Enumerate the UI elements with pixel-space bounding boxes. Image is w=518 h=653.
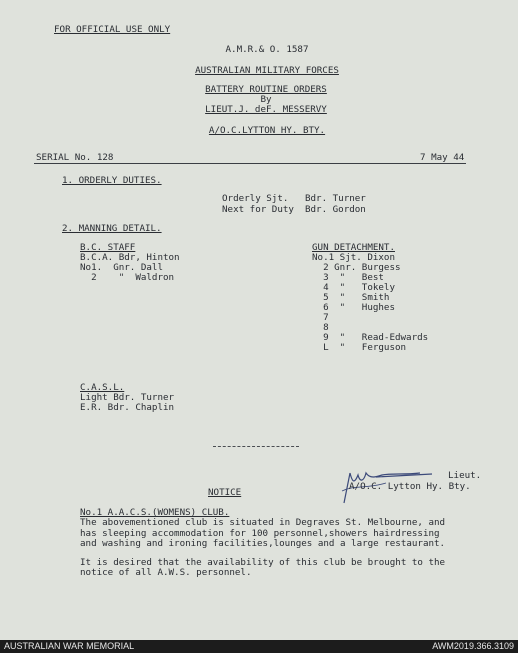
serial-number: SERIAL No. 128 — [36, 152, 114, 163]
gun-detachment-title: GUN DETACHMENT. — [312, 242, 395, 253]
notice-text-line: notice of all A.W.S. personnel. — [80, 567, 252, 578]
notice-text-line: The abovementioned club is situated in Degraves St. Melbourne, and — [80, 517, 446, 528]
notice-text-line: and washing and ironing facilities,lounges and a large restaurant. — [80, 538, 446, 549]
gun-detachment-line: 6 " Hughes — [312, 302, 395, 313]
section-divider — [213, 446, 299, 447]
signature-unit: A/O.C. Lytton Hy. Bty. — [349, 481, 471, 492]
security-marking: FOR OFFICIAL USE ONLY — [54, 24, 171, 35]
gun-detachment-line: 3 " Best — [312, 272, 384, 283]
author-name: LIEUT.J. deF. MESSERVY — [205, 104, 327, 115]
casl-title: C.A.S.L. — [80, 382, 125, 393]
manning-detail-heading: 2. MANNING DETAIL. — [62, 223, 162, 234]
by-line: By — [260, 94, 272, 105]
document-title: BATTERY ROUTINE ORDERS — [205, 84, 327, 95]
footer-source: AUSTRALIAN WAR MEMORIAL — [4, 641, 135, 651]
gun-detachment-line: 2 Gnr. Burgess — [312, 262, 401, 273]
notice-text-line: has sleeping accommodation for 100 personnel,showers hairdressing — [80, 528, 440, 539]
footer-accession: AWM2019.366.3109 — [432, 641, 514, 651]
archive-footer — [0, 640, 518, 653]
gun-detachment-line: 7 — [312, 312, 329, 323]
casl-line: Light Bdr. Turner — [80, 392, 175, 403]
serial-rule — [34, 163, 466, 164]
gun-detachment-line: No.1 Sjt. Dixon — [312, 252, 395, 263]
club-heading: No.1 A.A.C.S.(WOMENS) CLUB. — [80, 507, 230, 518]
casl-line: E.R. Bdr. Chaplin — [80, 402, 175, 413]
bc-staff-line: B.C.A. Bdr, Hinton — [80, 252, 180, 263]
gun-detachment-line: 9 " Read-Edwards — [312, 332, 429, 343]
organization-title: AUSTRALIAN MILITARY FORCES — [195, 65, 339, 76]
gun-detachment-line: 4 " Tokely — [312, 282, 395, 293]
author-unit: A/O.C.LYTTON HY. BTY. — [208, 125, 326, 136]
notice-text-line: It is desired that the availability of this club be brought to the — [80, 557, 446, 568]
order-date: 7 May 44 — [420, 152, 465, 163]
orderly-line: Next for Duty Bdr. Gordon — [222, 204, 366, 215]
gun-detachment-line: 5 " Smith — [312, 292, 390, 303]
bc-staff-title: B.C. STAFF — [80, 242, 136, 253]
orderly-duties-heading: 1. ORDERLY DUTIES. — [62, 175, 162, 186]
reference-number: A.M.R.& O. 1587 — [225, 44, 309, 55]
orderly-line: Orderly Sjt. Bdr. Turner — [222, 193, 366, 204]
bc-staff-line: 2 " Waldron — [80, 272, 175, 283]
gun-detachment-line: 8 — [312, 322, 329, 333]
signature-rank: Lieut. — [448, 470, 482, 481]
bc-staff-line: No1. Gnr. Dall — [80, 262, 163, 273]
gun-detachment-line: L " Ferguson — [312, 342, 407, 353]
notice-heading: NOTICE — [208, 487, 242, 498]
